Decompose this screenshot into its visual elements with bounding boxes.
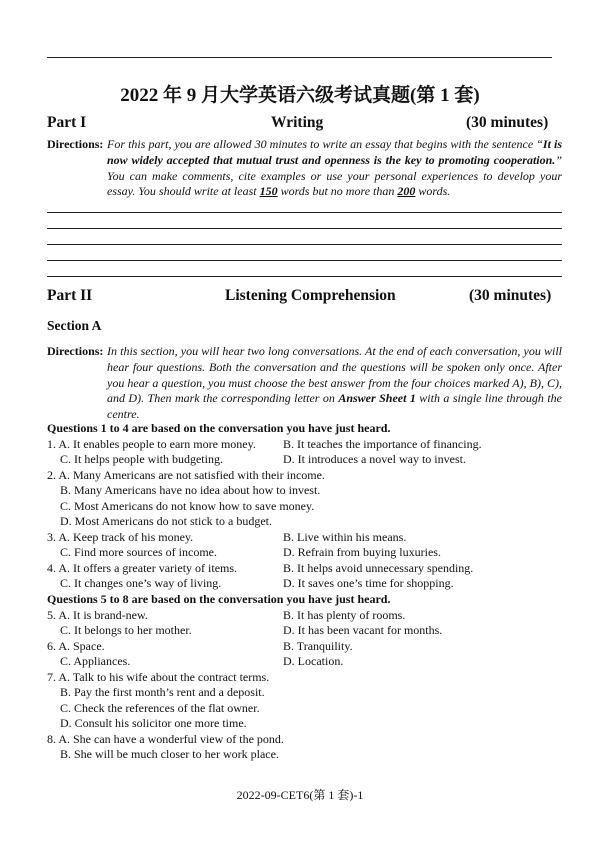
q1-option-b: B. It teaches the importance of financing. <box>283 437 482 451</box>
part2-directions: In this section, you will hear two long conversations. At the end of each conversation, you will hear four questions. Both the conversation and the questions will be spoken only once. After you hear a question, you must choose the best answer from the four choices marked A), B), C), and D). Then mark the corresponding letter on Answer Sheet 1 with a single line through the centre. <box>107 344 562 422</box>
q6-option-d: D. Location. <box>283 654 344 668</box>
q3-option-b: B. Live within his means. <box>283 530 407 544</box>
q1-option-a: 1. A. It enables people to earn more money. <box>47 437 256 451</box>
q6-option-c: C. Appliances. <box>60 654 131 668</box>
q6-option-b: B. Tranquility. <box>283 639 353 653</box>
q4-option-c: C. It changes one’s way of living. <box>60 576 222 590</box>
q5-option-a: 5. A. It is brand-new. <box>47 608 148 622</box>
min-words: 150 <box>259 184 278 199</box>
page-title: 2022 年 9 月大学英语六级考试真题(第 1 套) <box>120 85 480 106</box>
writing-line <box>47 212 562 213</box>
q5-option-d: D. It has been vacant for months. <box>283 623 443 637</box>
group2-heading: Questions 5 to 8 are based on the conversation you have just heard. <box>47 592 391 606</box>
q3-option-c: C. Find more sources of income. <box>60 545 217 559</box>
q8-option-b: B. She will be much closer to her work place. <box>60 747 279 761</box>
q2-option-d: D. Most Americans do not stick to a budget. <box>60 514 272 528</box>
writing-line <box>47 228 562 229</box>
writing-line <box>47 260 562 261</box>
part2-time: (30 minutes) <box>469 287 552 304</box>
answer-sheet-ref: Answer Sheet 1 <box>338 391 416 406</box>
q3-option-a: 3. A. Keep track of his money. <box>47 530 194 544</box>
part2-name: Listening Comprehension <box>225 287 396 304</box>
q5-option-b: B. It has plenty of rooms. <box>283 608 406 622</box>
q2-option-a: 2. A. Many Americans are not satisfied with their income. <box>47 468 325 482</box>
page-footer: 2022-09-CET6(第 1 套)-1 <box>236 788 364 802</box>
header-rule <box>47 57 552 58</box>
q6-option-a: 6. A. Space. <box>47 639 105 653</box>
q4-option-a: 4. A. It offers a greater variety of items. <box>47 561 238 575</box>
part1-directions-label: Directions: <box>47 137 104 151</box>
q7-option-a: 7. A. Talk to his wife about the contract terms. <box>47 670 270 684</box>
q7-option-d: D. Consult his solicitor one more time. <box>60 716 247 730</box>
section-a-heading: Section A <box>47 318 102 333</box>
writing-line <box>47 244 562 245</box>
part1-prompt-sentence: It is now widely accepted that mutual trust and openness is the key to promoting cooperation. <box>107 137 562 167</box>
part1-name: Writing <box>271 114 324 131</box>
q7-option-b: B. Pay the first month’s rent and a deposit. <box>60 685 265 699</box>
q3-option-d: D. Refrain from buying luxuries. <box>283 545 441 559</box>
q1-option-d: D. It introduces a novel way to invest. <box>283 452 466 466</box>
part2-label: Part II <box>47 287 93 304</box>
q8-option-a: 8. A. She can have a wonderful view of the pond. <box>47 732 284 746</box>
q4-option-d: D. It saves one’s time for shopping. <box>283 576 454 590</box>
writing-line <box>47 276 562 277</box>
part1-directions: For this part, you are allowed 30 minutes to write an essay that begins with the sentence “It is now widely accepted that mutual trust and openness is the key to promoting cooperation.” You can make comments, cite examples or use your personal experiences to develop your essay. You should write at least 150 words but no more than 200 words. <box>107 137 562 199</box>
q2-option-b: B. Many Americans have no idea about how to invest. <box>60 483 321 497</box>
group1-heading: Questions 1 to 4 are based on the conversation you have just heard. <box>47 421 391 435</box>
q4-option-b: B. It helps avoid unnecessary spending. <box>283 561 474 575</box>
part1-label: Part I <box>47 114 87 131</box>
q1-option-c: C. It helps people with budgeting. <box>60 452 223 466</box>
q5-option-c: C. It belongs to her mother. <box>60 623 192 637</box>
q2-option-c: C. Most Americans do not know how to save money. <box>60 499 315 513</box>
part2-directions-label: Directions: <box>47 344 104 358</box>
max-words: 200 <box>397 184 416 199</box>
part1-time: (30 minutes) <box>466 114 549 131</box>
q7-option-c: C. Check the references of the flat owner. <box>60 701 260 715</box>
